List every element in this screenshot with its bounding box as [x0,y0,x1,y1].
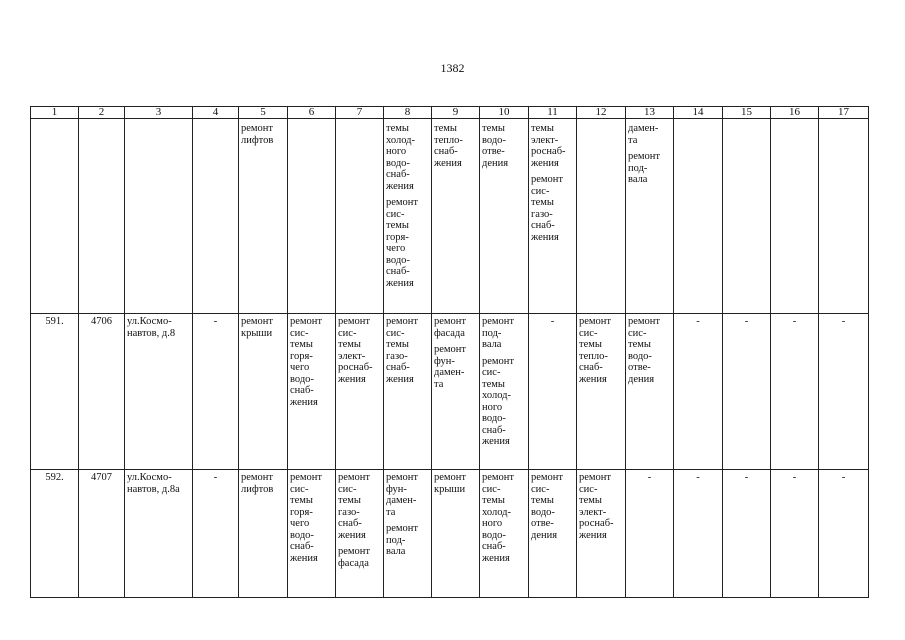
work-entry: ремонт сис- темы газо- снаб- жения [386,316,419,385]
row-number-cell: 591. [31,314,79,470]
column-15-cell [723,119,771,314]
work-entry: темы холод- ного водо- снаб- жения [386,123,415,192]
column-header-2: 2 [79,107,125,119]
work-entry: ремонт сис- темы холод- ного водо- снаб- жения [482,355,515,447]
house-id-cell [79,119,125,314]
work-entry: ремонт фасада [434,316,467,339]
repair-schedule-table [30,106,869,598]
work-entry: ремонт сис- темы газо- снаб- жения [338,472,371,541]
work-cell-col-11 [529,119,577,314]
work-entry: ремонт крыши [434,472,467,495]
work-entry: - [550,316,555,327]
column-14-cell: - [674,470,723,598]
table-row [31,119,869,314]
column-4-cell: - [193,470,239,598]
work-cell-col-7 [336,119,384,314]
work-cell-col-12 [577,314,626,470]
row-number-cell [31,119,79,314]
column-header-13: 13 [626,107,674,119]
work-entry: дамен- та [628,123,659,146]
work-entry: ремонт сис- темы горя- чего водо- снаб- жения [290,472,323,564]
header-row [31,107,869,119]
work-entry: ремонт под- вала [482,316,515,350]
work-entry: темы элект- роснаб- жения [531,123,566,169]
work-cell-col-12 [577,119,626,314]
column-15-cell: - [723,470,771,598]
work-cell-col-6 [288,470,336,598]
column-header-3: 3 [125,107,193,119]
work-cell-col-7 [336,314,384,470]
work-entry: ремонт фун- дамен- та [434,344,467,390]
page-number: 1382 [440,61,465,75]
column-header-6: 6 [288,107,336,119]
work-entry: ремонт под- вала [628,151,661,185]
column-header-11: 11 [529,107,577,119]
work-entry: ремонт сис- темы тепло- снаб- жения [579,316,612,385]
work-cell-col-5 [239,470,288,598]
work-cell-col-13 [626,314,674,470]
work-cell-col-9 [432,119,480,314]
work-entry: ремонт лифтов [241,123,274,146]
work-cell-col-10 [480,119,529,314]
work-cell-col-8 [384,119,432,314]
work-entry: ремонт под- вала [386,523,419,557]
column-15-cell: - [723,314,771,470]
work-cell-col-11 [529,314,577,470]
work-cell-col-9 [432,470,480,598]
work-entry: ремонт сис- темы газо- снаб- жения [531,174,564,243]
work-entry: ремонт сис- темы горя- чего водо- снаб- жения [386,197,419,289]
work-entry: ремонт сис- темы водо- отве- дения [531,472,564,541]
row-number-cell: 592. [31,470,79,598]
column-4-cell: - [193,314,239,470]
column-header-5: 5 [239,107,288,119]
work-cell-col-11 [529,470,577,598]
work-cell-col-13 [626,119,674,314]
column-header-15: 15 [723,107,771,119]
column-17-cell: - [819,470,869,598]
work-entry: ремонт крыши [241,316,274,339]
work-cell-col-5 [239,314,288,470]
column-14-cell [674,119,723,314]
column-14-cell: - [674,314,723,470]
column-16-cell: - [771,314,819,470]
work-entry: ремонт сис- темы элект- роснаб- жения [338,316,373,385]
work-entry: ремонт лифтов [241,472,274,495]
work-entry: ремонт сис- темы водо- отве- дения [628,316,661,385]
column-header-7: 7 [336,107,384,119]
work-cell-col-9 [432,314,480,470]
column-header-16: 16 [771,107,819,119]
address-cell [125,470,193,598]
work-cell-col-6 [288,119,336,314]
column-header-17: 17 [819,107,869,119]
column-4-cell [193,119,239,314]
address-cell [125,314,193,470]
work-cell-col-8 [384,470,432,598]
column-header-4: 4 [193,107,239,119]
work-cell-col-10 [480,470,529,598]
work-entry: ремонт фун- дамен- та [386,472,419,518]
column-header-10: 10 [480,107,529,119]
address-text: ул.Космо- навтов, д.8 [127,316,176,339]
column-header-9: 9 [432,107,480,119]
work-cell-col-8 [384,314,432,470]
column-header-14: 14 [674,107,723,119]
column-16-cell [771,119,819,314]
work-cell-col-7 [336,470,384,598]
house-id-cell: 4707 [79,470,125,598]
column-16-cell: - [771,470,819,598]
address-cell [125,119,193,314]
work-entry: ремонт сис- темы холод- ного водо- снаб- жения [482,472,515,564]
column-17-cell: - [819,314,869,470]
work-cell-col-13 [626,470,674,598]
work-cell-col-10 [480,314,529,470]
work-cell-col-6 [288,314,336,470]
work-cell-col-5 [239,119,288,314]
work-entry: ремонт сис- темы горя- чего водо- снаб- жения [290,316,323,408]
column-header-12: 12 [577,107,626,119]
work-entry: темы тепло- снаб- жения [434,123,463,169]
house-id-cell: 4706 [79,314,125,470]
column-header-1: 1 [31,107,79,119]
work-entry: ремонт сис- темы элект- роснаб- жения [579,472,614,541]
table-row [31,314,869,470]
work-cell-col-12 [577,470,626,598]
column-17-cell [819,119,869,314]
table-row [31,470,869,598]
address-text: ул.Космо- навтов, д.8а [127,472,180,495]
column-header-8: 8 [384,107,432,119]
work-entry: - [647,472,652,483]
work-entry: темы водо- отве- дения [482,123,509,169]
work-entry: ремонт фасада [338,546,371,569]
